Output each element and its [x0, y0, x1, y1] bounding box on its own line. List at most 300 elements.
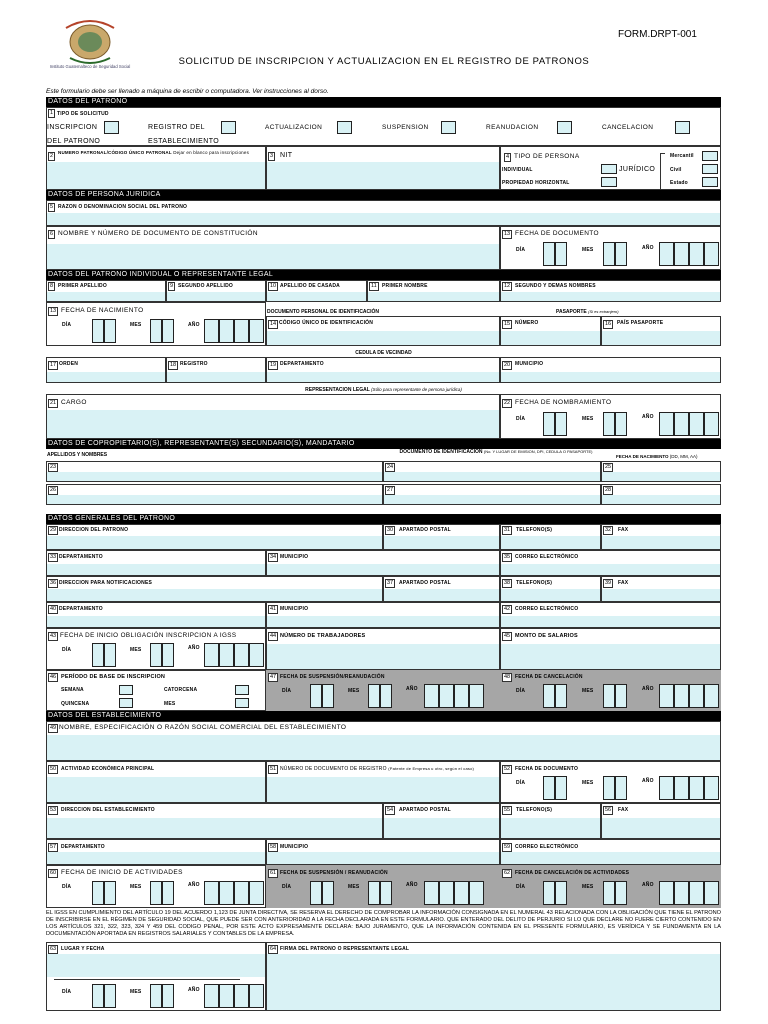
field-number: 58: [270, 844, 277, 850]
field-number: 8: [50, 283, 54, 289]
fnac-text: FECHA DE NACIMIENTO: [616, 454, 669, 459]
checkbox-mes[interactable]: [235, 698, 249, 708]
field-number: 28: [605, 487, 612, 493]
field-number: 19: [270, 362, 277, 368]
field-number: 12: [504, 283, 511, 289]
date-box[interactable]: [204, 984, 219, 1008]
date-box[interactable]: [659, 412, 674, 436]
date-box[interactable]: [162, 643, 174, 667]
ano-label: AÑO: [188, 882, 200, 888]
direccion-notificaciones-input[interactable]: [47, 589, 382, 601]
date-box[interactable]: [104, 643, 116, 667]
date-box[interactable]: [615, 776, 627, 800]
field-number: 44: [270, 633, 277, 639]
date-box[interactable]: [249, 643, 264, 667]
date-box[interactable]: [162, 319, 174, 343]
date-box[interactable]: [219, 881, 234, 905]
copro-fnac-input[interactable]: [602, 472, 720, 481]
date-box[interactable]: [368, 881, 380, 905]
fax-label: FAX: [618, 580, 629, 586]
date-box[interactable]: [92, 319, 104, 343]
date-box[interactable]: [219, 319, 234, 343]
date-box[interactable]: [689, 242, 704, 266]
apartado-postal-label: APARTADO POSTAL: [399, 580, 451, 586]
correo-label: CORREO ELECTRÓNICO: [515, 606, 579, 612]
correo-2-input[interactable]: [501, 616, 720, 627]
primer-nombre-label: PRIMER NOMBRE: [382, 283, 428, 289]
date-box[interactable]: [204, 643, 219, 667]
primer-apellido-label: PRIMER APELLIDO: [58, 283, 107, 289]
date-box[interactable]: [543, 881, 555, 905]
actividad-economica-input[interactable]: [47, 777, 265, 802]
date-box[interactable]: [615, 412, 627, 436]
date-box[interactable]: [204, 319, 219, 343]
date-box[interactable]: [543, 776, 555, 800]
field-number: 29: [50, 527, 57, 533]
direccion-patrono-label: DIRECCION DEL PATRONO: [59, 527, 129, 533]
date-box[interactable]: [555, 412, 567, 436]
date-box[interactable]: [469, 881, 484, 905]
field-number: 13: [50, 308, 57, 314]
fecha-documento-label: FECHA DE DOCUMENTO: [515, 230, 600, 237]
departamento-input[interactable]: [47, 564, 265, 575]
mes-label: MES: [348, 688, 360, 694]
field-number: 50: [50, 766, 57, 772]
date-box[interactable]: [615, 881, 627, 905]
section-patrono-individual: DATOS DEL PATRONO INDIVIDUAL O REPRESENTANTE LEGAL: [46, 270, 721, 280]
primer-apellido-input[interactable]: [47, 292, 165, 301]
telefono-label: TELEFONO(S): [516, 807, 553, 813]
field-number: 54: [387, 807, 394, 813]
checkbox-propiedad-horizontal[interactable]: [601, 177, 617, 187]
departamento-3-input[interactable]: [47, 852, 265, 864]
date-box[interactable]: [104, 984, 116, 1008]
juridico-bracket: [660, 153, 665, 190]
date-box[interactable]: [219, 984, 234, 1008]
checkbox-quincena[interactable]: [119, 698, 133, 708]
fax-label: FAX: [618, 807, 629, 813]
departamento-label: DEPARTAMENTO: [59, 606, 103, 612]
tipo-persona-label: TIPO DE PERSONA: [514, 153, 580, 160]
direccion-establecimiento-input[interactable]: [47, 818, 382, 838]
date-box[interactable]: [380, 684, 392, 708]
nombre-establecimiento-label: NOMBRE, ESPECIFICACIÓN O RAZÓN SOCIAL COMERCIAL DEL ESTABLECIMIENTO: [59, 724, 347, 731]
date-box[interactable]: [615, 242, 627, 266]
telefono-label: TELEFONO(S): [516, 527, 553, 533]
mes-label: MES: [130, 884, 142, 890]
cargo-input[interactable]: [47, 410, 499, 438]
pasaporte-numero-input[interactable]: [501, 331, 600, 345]
fax-3-input[interactable]: [602, 818, 720, 838]
mes-label: MES: [582, 247, 594, 253]
checkbox-civil[interactable]: [702, 164, 718, 174]
date-box[interactable]: [689, 684, 704, 708]
section-datos-patrono: DATOS DEL PATRONO: [46, 97, 721, 107]
apartado-postal-label: APARTADO POSTAL: [399, 807, 451, 813]
checkbox-estado[interactable]: [702, 177, 718, 187]
date-box[interactable]: [704, 684, 719, 708]
documento-registro-label: [280, 766, 474, 772]
date-box[interactable]: [674, 776, 689, 800]
field-number: 17: [50, 362, 57, 368]
registration-form: [46, 97, 721, 1011]
date-box[interactable]: [249, 881, 264, 905]
apellido-casada-input[interactable]: [267, 292, 366, 301]
dia-label: DÍA: [282, 688, 292, 694]
municipio-input[interactable]: [267, 564, 499, 575]
date-box[interactable]: [92, 984, 104, 1008]
date-box[interactable]: [674, 881, 689, 905]
date-box[interactable]: [249, 984, 264, 1008]
date-box[interactable]: [543, 242, 555, 266]
date-box[interactable]: [439, 684, 454, 708]
direccion-establecimiento-label: DIRECCION DEL ESTABLECIMIENTO: [61, 807, 155, 813]
field-number: 18: [170, 362, 177, 368]
fecha-cancelacion-label: FECHA DE CANCELACIÓN: [515, 674, 583, 680]
date-box[interactable]: [555, 881, 567, 905]
segundo-nombres-label: SEGUNDO Y DEMAS NOMBRES: [515, 283, 596, 289]
field-number: 25: [605, 464, 612, 470]
municipio-2-input[interactable]: [267, 616, 499, 627]
date-box[interactable]: [234, 984, 249, 1008]
departamento-label: DEPARTAMENTO: [59, 554, 103, 560]
date-box[interactable]: [150, 319, 162, 343]
dia-label: DÍA: [62, 989, 72, 995]
date-box[interactable]: [92, 881, 104, 905]
date-box[interactable]: [150, 643, 162, 667]
cedula-orden-input[interactable]: [47, 372, 165, 382]
dia-label: DÍA: [62, 647, 72, 653]
documento-constitucion-input[interactable]: [47, 244, 499, 269]
date-box[interactable]: [555, 776, 567, 800]
date-box[interactable]: [234, 319, 249, 343]
dia-label: DÍA: [62, 322, 72, 328]
date-box[interactable]: [150, 984, 162, 1008]
field-number: 49: [50, 725, 57, 731]
date-box[interactable]: [322, 684, 334, 708]
propiedad-horizontal-label: PROPIEDAD HORIZONTAL: [502, 180, 570, 186]
checkbox-semana[interactable]: [119, 685, 133, 695]
firma-input[interactable]: [267, 954, 720, 1010]
correo-input[interactable]: [501, 564, 720, 575]
municipio-3-input[interactable]: [267, 852, 499, 864]
actividad-economica-label: ACTIVIDAD ECONÓMICA PRINCIPAL: [61, 766, 155, 772]
semana-label: SEMANA: [61, 687, 84, 693]
apartado-postal-label: APARTADO POSTAL: [399, 527, 451, 533]
nombre-establecimiento-input[interactable]: [47, 735, 720, 760]
logo-text: Instituto Guatemalteco de Seguridad Social: [49, 64, 131, 69]
f51-text: NÚMERO DE DOCUMENTO DE REGISTRO: [280, 766, 387, 772]
date-box[interactable]: [659, 242, 674, 266]
correo-3-input[interactable]: [501, 852, 720, 864]
date-box[interactable]: [555, 684, 567, 708]
checkbox-cancelacion[interactable]: [675, 121, 690, 134]
representacion-text: REPRESENTACION LEGAL: [305, 387, 370, 393]
cui-label: CÓDIGO ÚNICO DE IDENTIFICACIÓN: [279, 320, 374, 326]
telefono-2-input[interactable]: [501, 589, 600, 601]
field-number: 47: [270, 674, 277, 680]
instructions: Este formulario debe ser llenado a máquina de escribir o computadora. Ver instrucciones al dorso.: [46, 88, 329, 95]
date-box[interactable]: [469, 684, 484, 708]
correo-label: CORREO ELECTRÓNICO: [515, 844, 579, 850]
field-number: 61: [270, 870, 277, 876]
date-box[interactable]: [689, 881, 704, 905]
apartado-postal-2-input[interactable]: [384, 589, 499, 601]
documento-registro-input[interactable]: [267, 777, 499, 802]
date-box[interactable]: [704, 881, 719, 905]
fecha-suspension-establecimiento-label: FECHA DE SUSPENSIÓN / REANUDACIÓN: [280, 870, 388, 876]
fax-label: FAX: [618, 527, 629, 533]
igss-logo: [46, 18, 134, 76]
field-number: 40: [50, 606, 57, 612]
sub-del-patrono: DEL PATRONO: [47, 138, 101, 145]
date-box[interactable]: [92, 643, 104, 667]
cedula-header: CEDULA DE VECINDAD: [355, 350, 412, 356]
f2-label: [58, 150, 249, 155]
ano-label: AÑO: [406, 882, 418, 888]
primer-nombre-input[interactable]: [368, 292, 499, 301]
copro-doc-input[interactable]: [384, 472, 600, 481]
representacion-note: (Sólo para representante de persona jurídica): [371, 387, 462, 392]
field-number: 37: [387, 580, 394, 586]
date-box[interactable]: [249, 319, 264, 343]
fecha-nacimiento-header: [616, 454, 698, 459]
telefono-3-input[interactable]: [501, 818, 600, 838]
date-box[interactable]: [674, 412, 689, 436]
field-number: 16: [605, 321, 612, 327]
ano-label: AÑO: [188, 645, 200, 651]
municipio-label: MUNICIPIO: [280, 606, 309, 612]
docid-note: (No. Y LUGAR DE EMISION, DPI, CEDULA O PASAPORTE): [483, 449, 593, 454]
date-box[interactable]: [322, 881, 334, 905]
date-box[interactable]: [704, 242, 719, 266]
ano-label: AÑO: [642, 245, 654, 251]
date-box[interactable]: [689, 776, 704, 800]
opt-reanudacion-label: REANUDACION: [486, 124, 539, 131]
date-box[interactable]: [603, 881, 615, 905]
field-number: 38: [504, 580, 511, 586]
field-number: 55: [504, 807, 511, 813]
departamento-2-input[interactable]: [47, 616, 265, 627]
ano-label: AÑO: [188, 987, 200, 993]
pasaporte-header: [556, 309, 619, 315]
checkbox-inscripcion[interactable]: [104, 121, 119, 134]
mes-label: MES: [582, 688, 594, 694]
date-box[interactable]: [310, 684, 322, 708]
field-number: 57: [50, 844, 57, 850]
juridico-label: JURÍDICO: [619, 166, 656, 173]
fecha-nombramiento-label: FECHA DE NOMBRAMIENTO: [515, 399, 612, 406]
mes-label: MES: [130, 322, 142, 328]
pasaporte-note: (Si es extranjero): [588, 309, 619, 314]
copro-doc-input[interactable]: [384, 495, 600, 504]
field-number: 64: [270, 946, 277, 952]
mes-option-label: MES: [164, 701, 176, 707]
section-establecimiento: DATOS DEL ESTABLECIMIENTO: [46, 711, 721, 721]
opt-actualizacion-label: ACTUALIZACION: [265, 124, 323, 131]
direccion-patrono-input[interactable]: [47, 536, 382, 549]
ano-label: AÑO: [642, 882, 654, 888]
checkbox-actualizacion[interactable]: [337, 121, 352, 134]
field-number: 33: [50, 554, 57, 560]
section-copropietarios: DATOS DE COPROPIETARIO(S), REPRESENTANTE(S) SECUNDARIO(S), MANDATARIO: [46, 439, 721, 449]
date-box[interactable]: [104, 881, 116, 905]
field-number: 41: [270, 606, 277, 612]
date-box[interactable]: [659, 881, 674, 905]
date-box[interactable]: [368, 684, 380, 708]
date-box[interactable]: [543, 684, 555, 708]
municipio-label: MUNICIPIO: [515, 361, 544, 367]
numero-trabajadores-input[interactable]: [267, 644, 499, 669]
fax-input[interactable]: [602, 536, 720, 549]
numero-trabajadores-label: NÚMERO DE TRABAJADORES: [280, 633, 366, 639]
date-box[interactable]: [424, 684, 439, 708]
mercantil-label: Mercantil: [670, 153, 694, 159]
field-number: 51: [270, 766, 277, 772]
date-box[interactable]: [162, 881, 174, 905]
municipio-label: MUNICIPIO: [280, 844, 309, 850]
pasaporte-numero-label: NÚMERO: [515, 320, 539, 326]
copro-name-input[interactable]: [47, 472, 382, 481]
field-number: 6: [50, 231, 54, 237]
date-box[interactable]: [603, 684, 615, 708]
checkbox-registro[interactable]: [221, 121, 236, 134]
ano-label: AÑO: [642, 686, 654, 692]
periodo-base-label: PERÍODO DE BASE DE INSCRIPCION: [61, 674, 166, 680]
date-box[interactable]: [439, 881, 454, 905]
pais-pasaporte-input[interactable]: [602, 331, 720, 345]
razon-social-label: RAZON O DENOMINACION SOCIAL DEL PATRONO: [58, 204, 188, 210]
date-box[interactable]: [603, 412, 615, 436]
mes-label: MES: [582, 884, 594, 890]
checkbox-individual[interactable]: [601, 164, 617, 174]
date-box[interactable]: [310, 881, 322, 905]
municipio-label: MUNICIPIO: [280, 554, 309, 560]
field-number: 46: [50, 674, 57, 680]
segundo-nombres-input[interactable]: [501, 292, 720, 301]
date-box[interactable]: [674, 242, 689, 266]
field-number: 35: [504, 554, 511, 560]
copro-fnac-input[interactable]: [602, 495, 720, 504]
telefono-label: TELEFONO(S): [516, 580, 553, 586]
field-number: 42: [504, 606, 511, 612]
date-box[interactable]: [659, 776, 674, 800]
fecha-nacimiento-label: FECHA DE NACIMIENTO: [61, 307, 144, 314]
date-box[interactable]: [674, 684, 689, 708]
field-number: 14: [270, 321, 277, 327]
date-box[interactable]: [219, 643, 234, 667]
field-number: 32: [605, 527, 612, 533]
catorcena-label: CATORCENA: [164, 687, 198, 693]
field-number: 15: [504, 321, 511, 327]
date-box[interactable]: [704, 412, 719, 436]
date-box[interactable]: [454, 881, 469, 905]
date-box[interactable]: [615, 684, 627, 708]
numero-patronal-input[interactable]: [47, 162, 265, 189]
documento-identificacion-header: [391, 449, 601, 455]
date-box[interactable]: [704, 776, 719, 800]
quincena-label: QUINCENA: [61, 701, 90, 707]
date-box[interactable]: [454, 684, 469, 708]
date-box[interactable]: [543, 412, 555, 436]
date-box[interactable]: [689, 412, 704, 436]
segundo-apellido-input[interactable]: [167, 292, 265, 301]
departamento-label: DEPARTAMENTO: [280, 361, 324, 367]
date-box[interactable]: [234, 881, 249, 905]
date-box[interactable]: [555, 242, 567, 266]
cedula-departamento-input[interactable]: [267, 372, 499, 382]
field-number: 9: [170, 283, 174, 289]
field-number: 27: [387, 487, 394, 493]
field-number: 56: [605, 807, 612, 813]
monto-salarios-input[interactable]: [501, 644, 720, 669]
date-box[interactable]: [603, 242, 615, 266]
telefono-input[interactable]: [501, 536, 600, 549]
checkbox-catorcena[interactable]: [235, 685, 249, 695]
field-number: 60: [50, 870, 57, 876]
checkbox-reanudacion[interactable]: [557, 121, 572, 134]
tipo-solicitud-label: TIPO DE SOLICITUD: [57, 111, 109, 117]
section-persona-juridica: DATOS DE PERSONA JURIDICA: [46, 190, 721, 200]
documento-personal-header: DOCUMENTO PERSONAL DE IDENTIFICACIÓN: [267, 309, 380, 315]
ano-label: AÑO: [642, 414, 654, 420]
date-box[interactable]: [204, 881, 219, 905]
date-box[interactable]: [150, 881, 162, 905]
dia-label: DÍA: [516, 247, 526, 253]
monto-salarios-label: MONTO DE SALARIOS: [515, 633, 578, 639]
field-number: 2: [50, 153, 54, 159]
field-number: 22: [504, 400, 511, 406]
opt-cancelacion-label: CANCELACION: [602, 124, 654, 131]
date-box[interactable]: [659, 684, 674, 708]
date-box[interactable]: [104, 319, 116, 343]
date-box[interactable]: [424, 881, 439, 905]
field-number: 62: [504, 870, 511, 876]
fax-2-input[interactable]: [602, 589, 720, 601]
cedula-registro-input[interactable]: [167, 372, 265, 382]
date-box[interactable]: [603, 776, 615, 800]
form-title: SOLICITUD DE INSCRIPCION Y ACTUALIZACION EN EL REGISTRO DE PATRONOS: [178, 56, 590, 67]
fecha-inicio-obligacion-label: FECHA DE INICIO OBLIGACIÓN INSCRIPCION A IGSS: [60, 632, 237, 639]
field-number: 59: [504, 844, 511, 850]
cui-input[interactable]: [267, 331, 499, 345]
field-number: 26: [50, 487, 57, 493]
mes-label: MES: [130, 989, 142, 995]
date-box[interactable]: [380, 881, 392, 905]
estado-label: Estado: [670, 180, 688, 186]
date-box[interactable]: [234, 643, 249, 667]
checkbox-suspension[interactable]: [441, 121, 456, 134]
cedula-municipio-input[interactable]: [501, 372, 720, 382]
lugar-fecha-input[interactable]: [47, 954, 265, 977]
copro-name-input[interactable]: [47, 495, 382, 504]
field-number: 24: [387, 464, 394, 470]
nit-input[interactable]: [267, 162, 499, 189]
field-number: 39: [605, 580, 612, 586]
apartado-postal-input[interactable]: [384, 536, 499, 549]
razon-social-input[interactable]: [47, 213, 720, 225]
apartado-postal-3-input[interactable]: [384, 818, 499, 838]
f2-note: Dejar en blanco para inscripciones: [173, 150, 250, 155]
pais-pasaporte-label: PAÍS PASAPORTE: [617, 320, 664, 326]
field-number: 48: [504, 674, 511, 680]
date-box[interactable]: [162, 984, 174, 1008]
fecha-documento-label: FECHA DE DOCUMENTO: [515, 766, 579, 772]
field-number: 34: [270, 554, 277, 560]
checkbox-mercantil[interactable]: [702, 151, 718, 161]
mes-label: MES: [348, 884, 360, 890]
field-number: 36: [50, 580, 57, 586]
